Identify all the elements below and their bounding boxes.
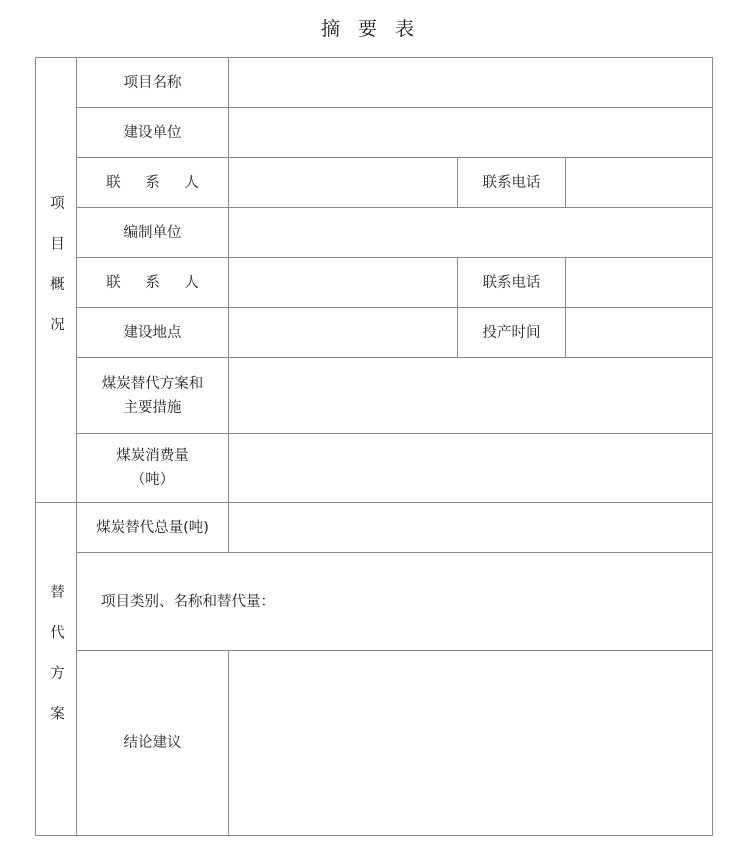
- conclusion-field[interactable]: [229, 651, 713, 836]
- table-row: [36, 208, 713, 258]
- phone-label-1: 联系电话: [458, 158, 566, 208]
- location-label: 建设地点: [77, 308, 229, 358]
- table-row: [36, 158, 713, 208]
- contact-field-2[interactable]: [229, 258, 458, 308]
- coal-total-field[interactable]: [229, 503, 713, 553]
- table-row: [36, 503, 713, 553]
- summary-table: [35, 57, 713, 836]
- table-row: [36, 358, 713, 434]
- section-label-replacement: 替代方案: [36, 503, 77, 836]
- phone-field-1[interactable]: [566, 158, 713, 208]
- production-time-label: 投产时间: [458, 308, 566, 358]
- phone-label-2: 联系电话: [458, 258, 566, 308]
- table-row: [36, 434, 713, 503]
- construction-unit-label: 建设单位: [77, 108, 229, 158]
- project-category-label: 项目类别、名称和替代量：: [101, 593, 275, 610]
- coal-consumption-field[interactable]: [229, 434, 713, 503]
- contact-label-2: 联 系 人: [77, 258, 229, 308]
- coal-plan-label: 煤炭替代方案和 主要措施: [77, 358, 229, 434]
- phone-field-2[interactable]: [566, 258, 713, 308]
- document-title: 摘 要 表: [320, 18, 421, 40]
- coal-plan-field[interactable]: [229, 358, 713, 434]
- compiling-unit-label: 编制单位: [77, 208, 229, 258]
- coal-total-label: 煤炭替代总量(吨): [77, 503, 229, 553]
- production-time-field[interactable]: [566, 308, 713, 358]
- table-row: [36, 651, 713, 836]
- project-name-field[interactable]: [229, 58, 713, 108]
- table-row: [36, 58, 713, 108]
- construction-unit-field[interactable]: [229, 108, 713, 158]
- location-field[interactable]: [229, 308, 458, 358]
- table-row: [36, 308, 713, 358]
- table-row: [36, 553, 713, 651]
- coal-consumption-label: 煤炭消费量 （吨）: [77, 434, 229, 503]
- contact-field-1[interactable]: [229, 158, 458, 208]
- table-row: [36, 258, 713, 308]
- table-row: [36, 108, 713, 158]
- project-category-field[interactable]: [77, 553, 713, 651]
- project-name-label: 项目名称: [77, 58, 229, 108]
- section-label-project: 项目概况: [36, 58, 77, 503]
- contact-label-1: 联 系 人: [77, 158, 229, 208]
- compiling-unit-field[interactable]: [229, 208, 713, 258]
- conclusion-label: 结论建议: [77, 651, 229, 836]
